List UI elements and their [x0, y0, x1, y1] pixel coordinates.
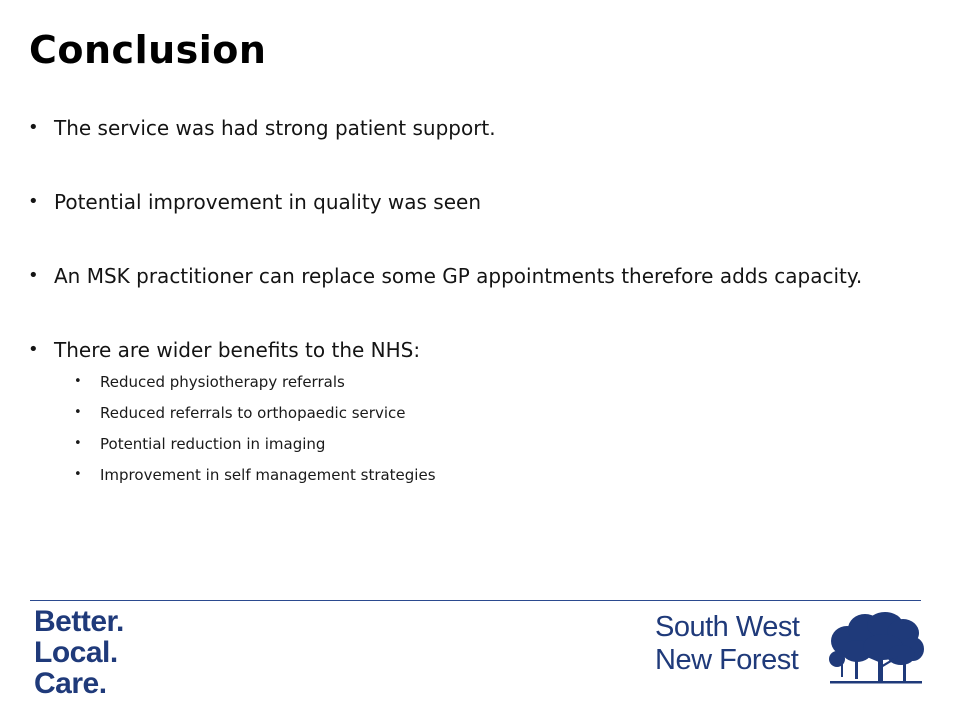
sub-bullet-item: • Potential reduction in imaging — [74, 434, 924, 454]
bullet-item: • There are wider benefits to the NHS: — [28, 334, 924, 366]
sub-bullet-list — [74, 372, 924, 485]
slide-title: Conclusion — [29, 28, 267, 72]
bullet-item: • Potential improvement in quality was seen — [28, 186, 924, 218]
logo-line: Care. — [34, 667, 107, 700]
logo-line: Better. — [34, 605, 124, 638]
south-west-new-forest-logo — [655, 611, 930, 691]
tree-icon — [825, 611, 925, 689]
logo-line: New Forest — [655, 644, 799, 676]
sub-bullet-item: • Reduced physiotherapy referrals — [74, 372, 924, 392]
logo-line: South West — [655, 611, 800, 643]
sub-bullet-item: • Improvement in self management strategies — [74, 465, 924, 485]
bullet-item: • The service was had strong patient support. — [28, 112, 924, 144]
footer-divider — [30, 600, 921, 601]
slide-content — [28, 112, 924, 496]
better-local-care-logo — [34, 606, 124, 699]
logo-text — [655, 611, 799, 677]
sub-bullet-item: • Reduced referrals to orthopaedic service — [74, 403, 924, 423]
bullet-list — [28, 112, 924, 366]
logo-line: Local. — [34, 636, 118, 669]
bullet-item: • An MSK practitioner can replace some GP appointments therefore adds capacity. — [28, 260, 924, 292]
